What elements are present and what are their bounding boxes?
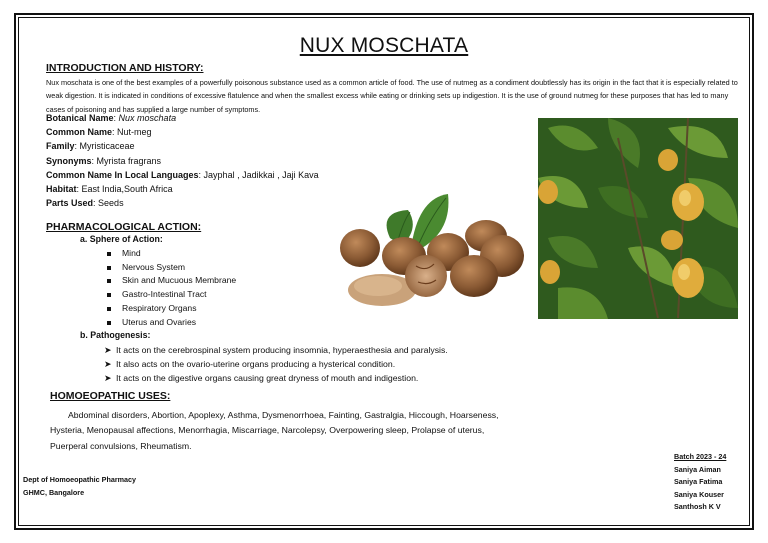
intro-heading: INTRODUCTION AND HISTORY:	[46, 62, 204, 74]
list-item: Mind	[107, 247, 236, 261]
list-item: ➤ It acts on the cerebrospinal system producing insomnia, hyperaesthesia and paralysis.	[104, 344, 448, 358]
list-item: Gastro-Intestinal Tract	[107, 288, 236, 302]
pathogenesis-heading: b. Pathogenesis:	[80, 330, 151, 340]
list-item: Skin and Mucuous Membrane	[107, 274, 236, 288]
sphere-list	[107, 247, 236, 329]
arrow-bullet-icon: ➤	[104, 345, 112, 355]
list-item: Respiratory Organs	[107, 302, 236, 316]
page-title: NUX MOSCHATA	[299, 34, 469, 57]
list-item: ➤ It also acts on the ovario-uterine organs producing a hysterical condition.	[104, 358, 448, 372]
field-common-name: Common Name: Nut-meg	[46, 127, 152, 138]
member-name: Saniya Kouser	[674, 489, 724, 499]
member-name: Santhosh K V	[674, 502, 721, 512]
plant-details	[46, 111, 319, 210]
intro-paragraph: Nux moschata is one of the best examples of a powerfully poisonous substance used as a common article of food. The use of nutmeg as a condiment doubtlessly has its origin in the fact that it is especially related to weak digestion. It is indicated in conditions of excessive flatulence and when the smallest excess while eating or drinking sets up indigestion. It is the use of ground nutmeg for these purposes that has led to many cases of poisoning and has supplied a large number of symptoms.	[46, 78, 738, 114]
field-family: Family: Myristicaceae	[46, 141, 135, 152]
nutmeg-seeds-image	[338, 190, 530, 318]
pathogenesis-list	[104, 344, 448, 385]
college-name: GHMC, Bangalore	[23, 487, 85, 497]
batch-block	[674, 451, 726, 514]
nutmeg-tree-image	[538, 118, 738, 319]
member-name: Saniya Aiman	[674, 464, 721, 474]
list-item: ➤ It acts on the digestive organs causing great dryness of mouth and indigestion.	[104, 372, 448, 386]
arrow-bullet-icon: ➤	[104, 358, 112, 369]
list-item: Uterus and Ovaries	[107, 316, 236, 330]
sphere-heading: a. Sphere of Action:	[80, 234, 163, 244]
field-habitat: Habitat: East India,South Africa	[46, 184, 173, 195]
department-block	[23, 474, 136, 499]
uses-heading: HOMOEOPATHIC USES:	[50, 390, 171, 402]
pharmacology-heading: PHARMACOLOGICAL ACTION:	[46, 221, 202, 233]
uses-paragraph: Abdominal disorders, Abortion, Apoplexy, Asthma, Dysmenorrhoea, Fainting, Gastralgia, Hiccough, Hoarseness, Hysteria, Menopausal affections, Menorrhagia, Miscarriage, Narcolepsy, Overpowering sleep, Prolapse of uterus, Puerperal convulsions, Rheumatism.	[50, 410, 499, 451]
field-botanical-name: Botanical Name: Nux moschata	[46, 113, 177, 123]
arrow-bullet-icon: ➤	[104, 372, 112, 383]
department-name: Dept of Homoeopathic Pharmacy	[23, 475, 137, 484]
field-parts-used: Parts Used: Seeds	[46, 198, 124, 209]
field-local-names: Common Name In Local Languages: Jayphal , Jadikkai , Jaji Kava	[46, 169, 319, 180]
field-synonyms: Synonyms: Myrista fragrans	[46, 155, 162, 166]
batch-title: Batch 2023 - 24	[674, 452, 727, 461]
member-name: Saniya Fatima	[674, 477, 723, 487]
list-item: Nervous System	[107, 261, 236, 275]
